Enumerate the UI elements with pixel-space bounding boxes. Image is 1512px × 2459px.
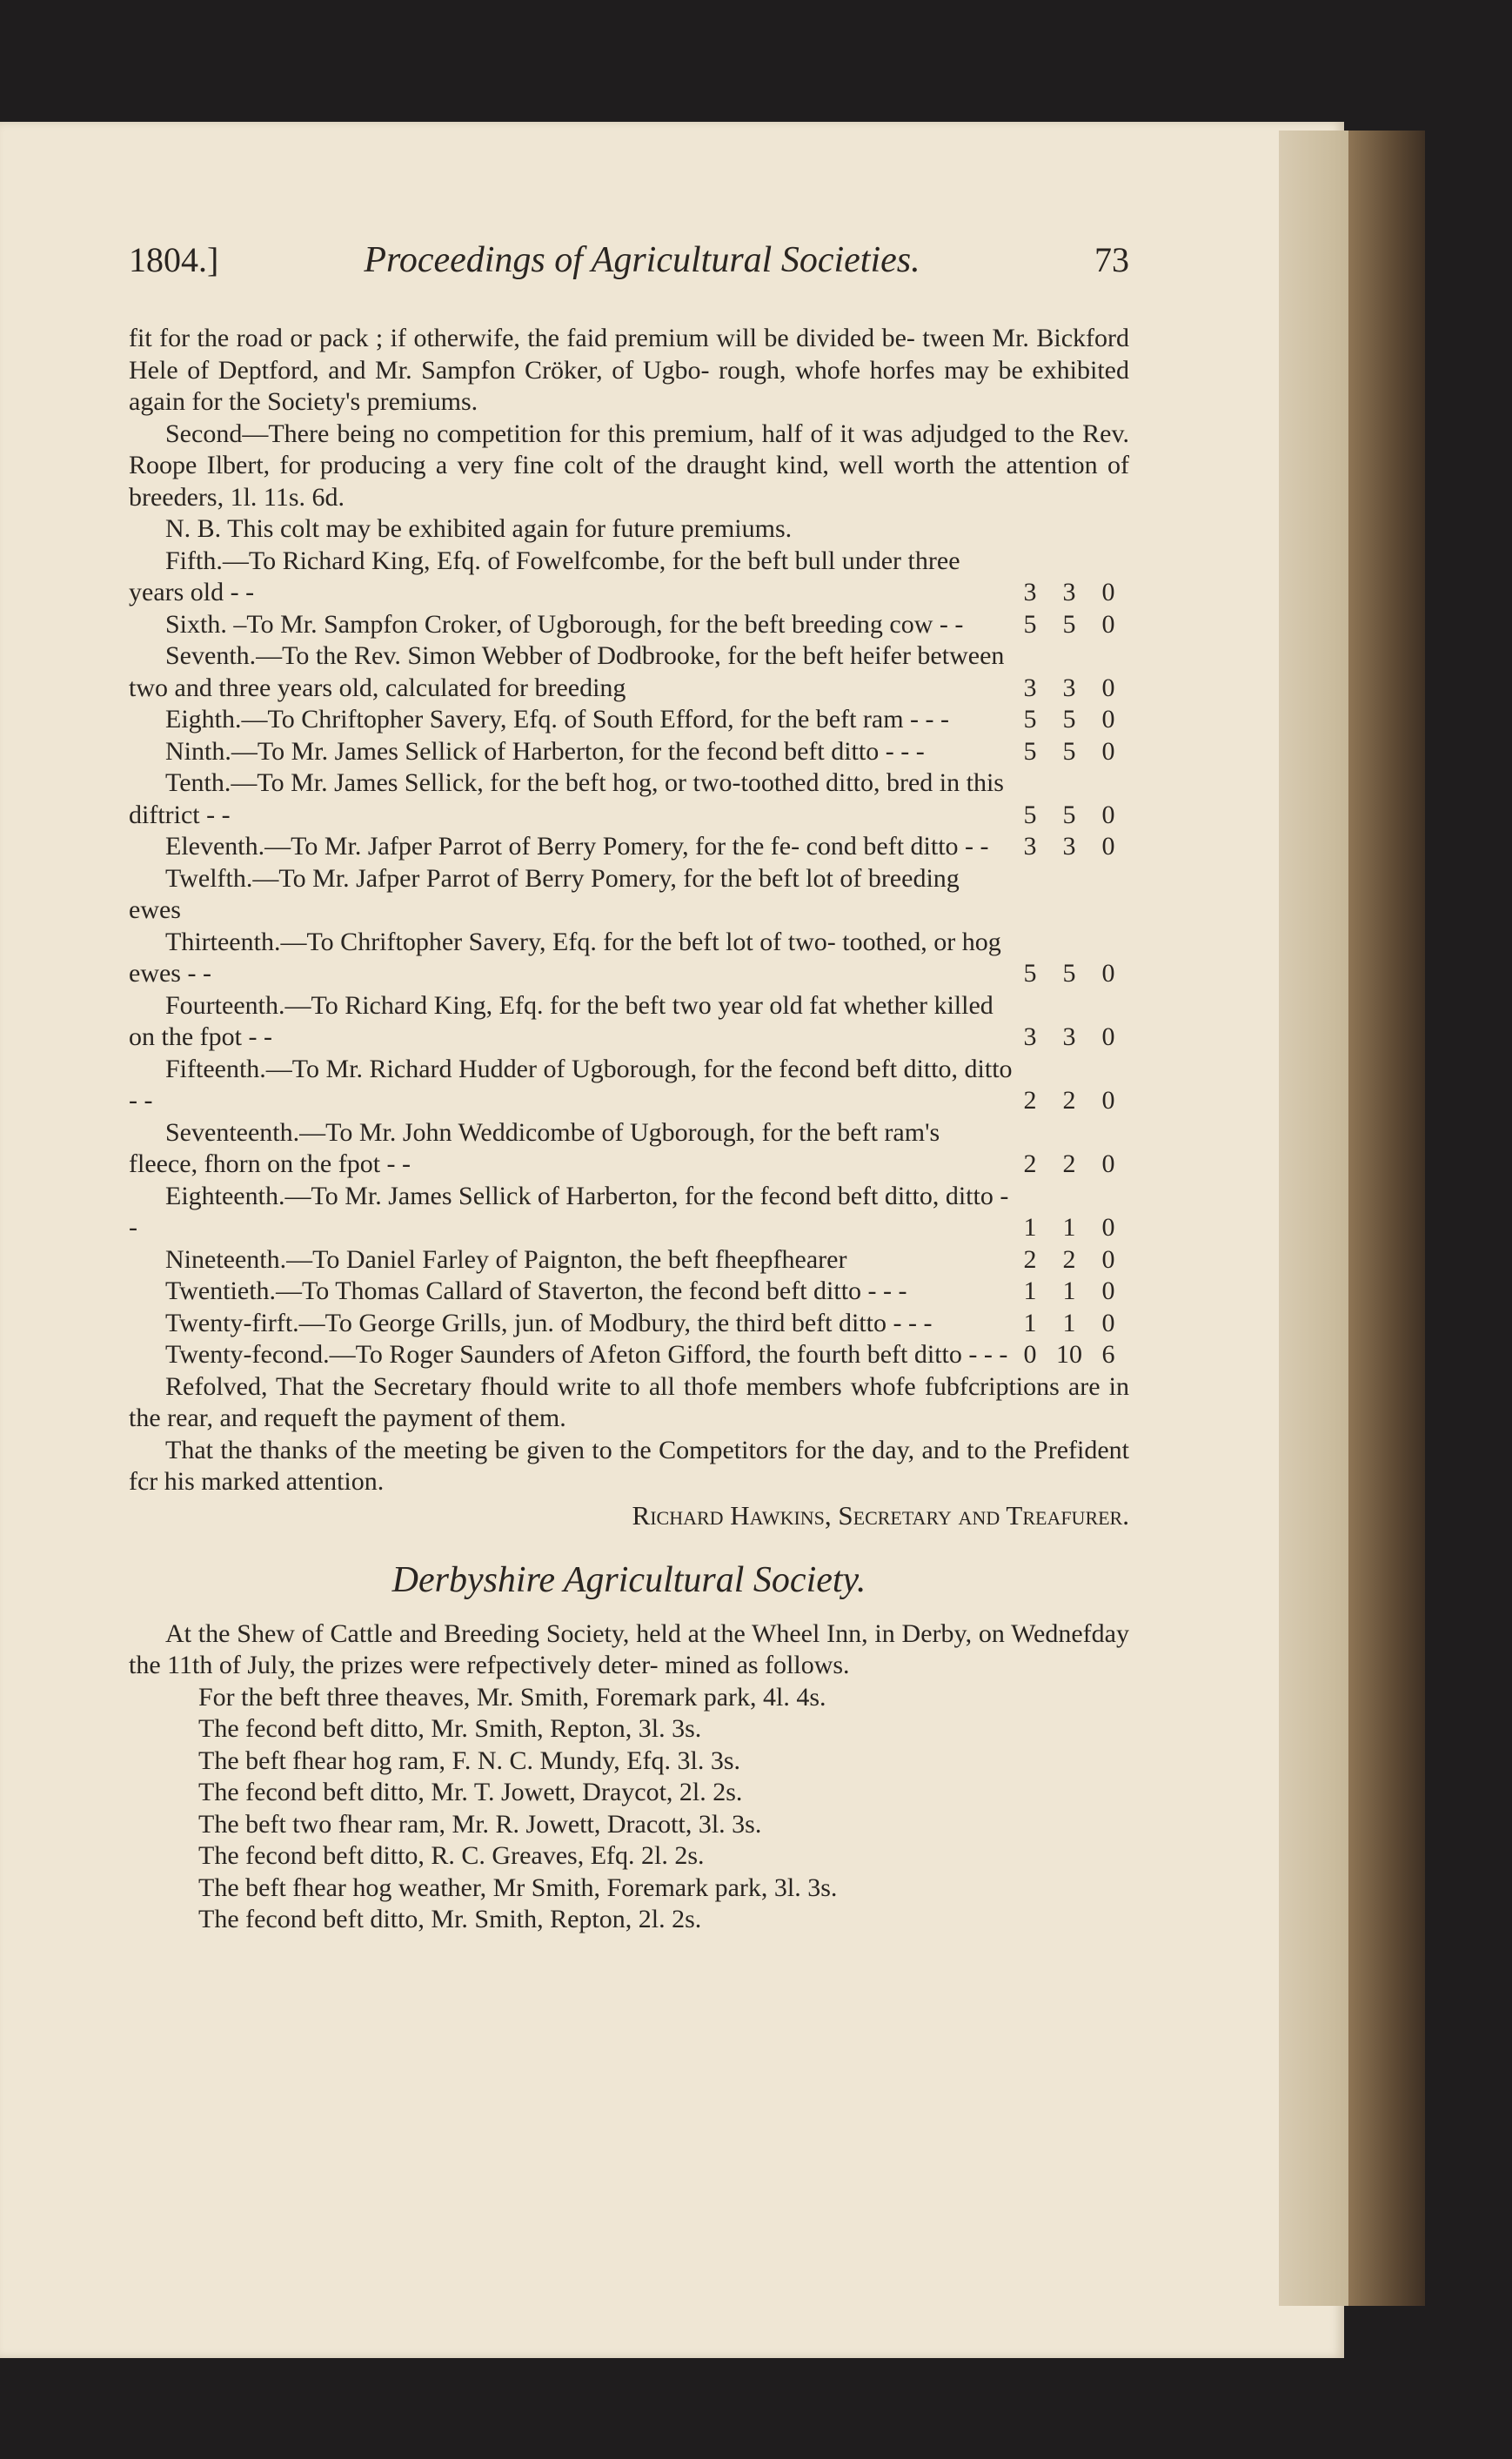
section-title: Derbyshire Agricultural Society. [391,1559,866,1600]
list-item: The fecond beft ditto, Mr. T. Jowett, Draycot, 2l. 2s. [198,1778,743,1806]
prize-description: Twenty-firft.—To George Grills, jun. of Modbury, the third beft ditto - - - [165,1308,933,1337]
amount-shillings: 5 [1062,609,1076,639]
amount-pounds: 5 [1023,736,1037,766]
prize-description: Tenth.—To Mr. James Sellick, for the beft hog, or two-toothed ditto, bred in this diftrict - - [129,768,1004,829]
list-item: The beft two fhear ram, Mr. R. Jowett, Dracott, 3l. 3s. [198,1809,762,1839]
prize-row [129,1054,1129,1117]
prize-amount [1013,800,1129,832]
prize-row [129,1339,1129,1371]
prize-row [129,704,1129,736]
amount-pence: 0 [1101,1022,1115,1051]
prize-description: Twenty-fecond.—To Roger Saunders of Afeton Gifford, the fourth beft ditto - - - [165,1340,1008,1369]
prize-description: Twelfth.—To Mr. Jafper Parrot of Berry Pomery, for the beft lot of breeding ewes [129,863,960,924]
list-item: The beft fhear hog ram, F. N. C. Mundy, Efq. 3l. 3s. [198,1745,741,1775]
prize-description: Ninth.—To Mr. James Sellick of Harberton, for the fecond beft ditto - - - [165,736,925,766]
list-item: The fecond beft ditto, Mr. Smith, Repton, 3l. 3s. [198,1714,702,1743]
amount-pence: 0 [1101,736,1115,766]
amount-pounds: 3 [1023,578,1037,606]
amount-pence: 0 [1101,1244,1115,1274]
amount-pence: 6 [1101,1340,1115,1369]
page-text [129,239,1129,1936]
amount-shillings: 5 [1062,800,1076,829]
prize-amount [1013,958,1129,990]
prize-row [129,736,1129,768]
amount-pence: 0 [1101,1213,1115,1242]
prize-description: Fourteenth.—To Richard King, Efq. for the beft two year old fat whether killed on the fpot - - [129,990,994,1051]
amount-shillings: 2 [1062,1149,1076,1178]
prize-amount [1013,831,1129,863]
prize-amount [1013,704,1129,736]
amount-pounds: 1 [1023,1308,1037,1337]
prize-row [129,767,1129,831]
prize-row [129,1181,1129,1244]
prize-amount [1013,673,1129,705]
amount-pounds: 2 [1023,1244,1037,1274]
prize-description: Seventeenth.—To Mr. John Weddicombe of Ugborough, for the beft ram's fleece, fhorn on the fpot - - [129,1117,940,1178]
header-title: Proceedings of Agricultural Societies. [364,240,920,280]
amount-shillings: 2 [1062,1244,1076,1274]
amount-pounds: 5 [1023,609,1037,639]
amount-shillings: 10 [1056,1340,1082,1369]
prize-description: Fifteenth.—To Mr. Richard Hudder of Ugborough, for the fecond beft ditto, ditto - - [129,1054,1013,1115]
amount-shillings: 1 [1062,1213,1076,1242]
prize-description: Eleventh.—To Mr. Jafper Parrot of Berry Pomery, for the fe- cond beft ditto - - [165,832,989,861]
amount-pence: 0 [1101,959,1115,988]
amount-pence: 0 [1101,1149,1115,1178]
prize-row [129,1117,1129,1181]
page-number: 73 [1094,240,1129,279]
running-header [129,239,1129,281]
amount-pence: 0 [1101,673,1115,702]
amount-shillings: 1 [1062,1276,1076,1305]
prize-amount [1013,577,1129,609]
list-item: The fecond beft ditto, Mr. Smith, Repton, 2l. 2s. [198,1905,702,1933]
list-item: For the beft three theaves, Mr. Smith, Foremark park, 4l. 4s. [198,1682,826,1712]
amount-pounds: 2 [1023,1149,1037,1178]
prize-description: Sixth. –To Mr. Sampfon Croker, of Ugborough, for the beft breeding cow - - [165,609,964,639]
prize-amount [1013,1022,1129,1054]
amount-shillings: 3 [1062,673,1076,702]
prize-row [129,863,1129,927]
amount-pence: 0 [1101,800,1115,829]
amount-pounds: 1 [1023,1276,1037,1305]
amount-pence: 0 [1101,609,1115,639]
resolution: That the thanks of the meeting be given to the Competitors for the day, and to the Prefident fcr his marked attention. [129,1435,1129,1496]
prize-description: Thirteenth.—To Chriftopher Savery, Efq. for the beft lot of two- toothed, or hog ewes - - [129,927,1001,988]
prize-row [129,609,1129,641]
amount-shillings: 5 [1062,736,1076,766]
prize-amount [1013,1212,1129,1244]
prize-row [129,1276,1129,1308]
amount-shillings: 3 [1062,578,1076,606]
paragraph: Second—There being no competition for this premium, half of it was adjudged to the Rev. Roope Ilbert, for producing a very fine colt of the draught kind, well worth the attention of breeders, 1l. 11s. 6d. [129,419,1129,512]
amount-pounds: 1 [1023,1213,1037,1242]
amount-pounds: 5 [1023,705,1037,734]
amount-pence: 0 [1101,1308,1115,1337]
amount-pence: 0 [1101,578,1115,606]
amount-pounds: 2 [1023,1086,1037,1115]
prize-row [129,1308,1129,1340]
prize-amount [1013,1085,1129,1117]
derby-prize-list [129,1682,1129,1936]
prize-description: Eighteenth.—To Mr. James Sellick of Harberton, for the fecond beft ditto, ditto - - [129,1181,1009,1242]
prize-list [129,546,1129,1371]
list-item: The fecond beft ditto, R. C. Greaves, Efq. 2l. 2s. [198,1841,705,1870]
list-item: The beft fhear hog weather, Mr Smith, Foremark park, 3l. 3s. [198,1873,838,1902]
amount-pence: 0 [1101,705,1115,734]
prize-description: Seventh.—To the Rev. Simon Webber of Dodbrooke, for the beft heifer between two and three years old, calculated for breeding [129,641,1005,702]
prize-row [129,831,1129,863]
amount-shillings: 1 [1062,1308,1076,1337]
amount-shillings: 2 [1062,1086,1076,1115]
prize-row [129,640,1129,704]
amount-pounds: 3 [1023,832,1037,861]
prize-row [129,546,1129,609]
prize-amount [1013,1339,1129,1371]
amount-pence: 0 [1101,1086,1115,1115]
amount-pounds: 0 [1023,1340,1037,1369]
prize-amount [1013,609,1129,641]
amount-shillings: 3 [1062,832,1076,861]
book-spine [1348,131,1425,2306]
prize-amount [1013,1149,1129,1181]
amount-shillings: 3 [1062,1022,1076,1051]
amount-pence: 0 [1101,1276,1115,1305]
prize-description: Twentieth.—To Thomas Callard of Staverton, the fecond beft ditto - - - [165,1276,907,1305]
prize-row [129,990,1129,1054]
paragraph: At the Shew of Cattle and Breeding Society, held at the Wheel Inn, in Derby, on Wednefday the 11th of July, the prizes were refpectively deter- mined as follows. [129,1618,1129,1679]
signature: Richard Hawkins, Secretary and Treafurer. [632,1499,1129,1531]
prize-row [129,927,1129,990]
paragraph: N. B. This colt may be exhibited again for future premiums. [165,514,793,543]
amount-pounds: 5 [1023,959,1037,988]
prize-description: Eighth.—To Chriftopher Savery, Efq. of South Efford, for the beft ram - - - [165,705,950,734]
prize-amount [1013,1276,1129,1308]
prize-description: Nineteenth.—To Daniel Farley of Paignton, the beft fheepfhearer [165,1244,847,1274]
amount-pounds: 3 [1023,673,1037,702]
amount-shillings: 5 [1062,705,1076,734]
resolution: Refolved, That the Secretary fhould write to all thofe members whofe fubfcriptions are in the rear, and requeft the payment of them. [129,1371,1129,1432]
prize-description: Fifth.—To Richard King, Efq. of Fowelfcombe, for the beft bull under three years old - - [129,546,960,606]
prize-amount [1013,1244,1129,1276]
amount-pounds: 3 [1023,1022,1037,1051]
prize-amount [1013,736,1129,768]
amount-pence: 0 [1101,832,1115,861]
prize-amount [1013,1308,1129,1340]
prize-row [129,1244,1129,1276]
paragraph: fit for the road or pack ; if otherwife, the faid premium will be divided be- tween Mr. Bickford Hele of Deptford, and Mr. Sampfon Cröker, of Ugbo- rough, whofe horfes may be exhibited again for the Society's premiums. [129,324,1129,416]
header-year: 1804.] [129,240,219,279]
amount-shillings: 5 [1062,959,1076,988]
amount-pounds: 5 [1023,800,1037,829]
